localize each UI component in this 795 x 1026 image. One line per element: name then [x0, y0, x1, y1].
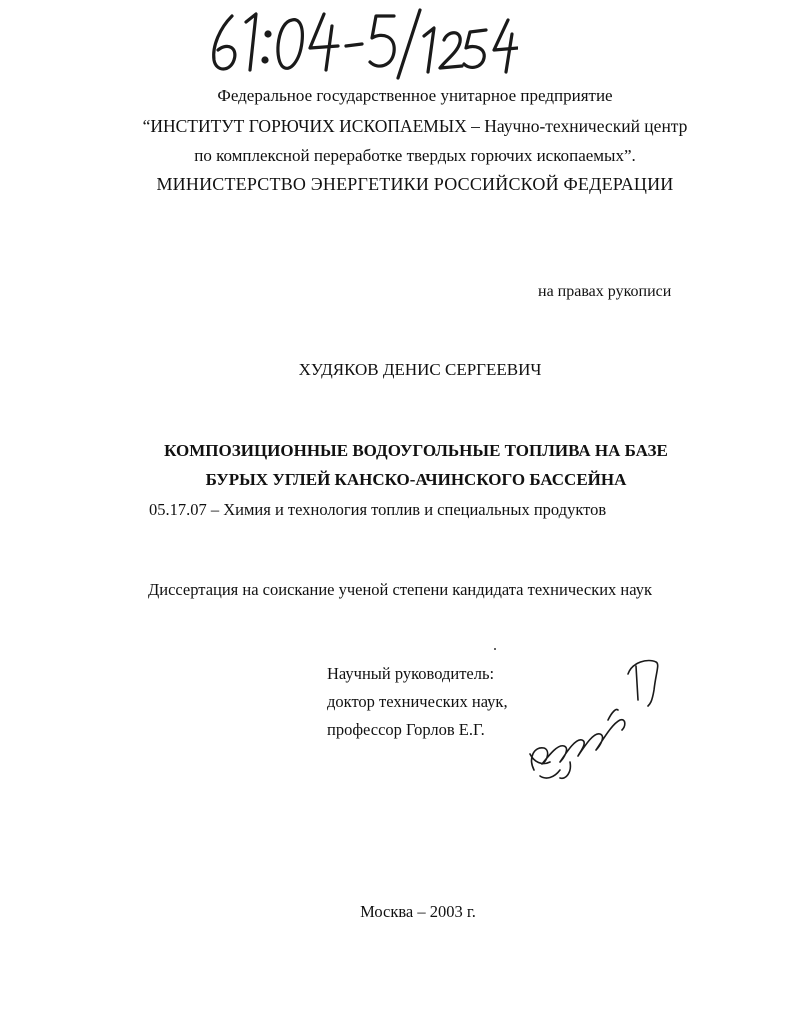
manuscript-note: на правах рукописи	[538, 283, 672, 300]
ministry-line: МИНИСТЕРСТВО ЭНЕРГЕТИКИ РОССИЙСКОЙ ФЕДЕРАЦИИ	[156, 174, 674, 194]
specialty-code: 05.17.07 – Химия и технология топлив и специальных продуктов	[149, 500, 607, 519]
organization-line-1: Федеральное государственное унитарное предприятие	[217, 86, 613, 105]
dissertation-note: Диссертация на соискание ученой степени кандидата технических наук	[148, 580, 652, 599]
organization-line-2: “ИНСТИТУТ ГОРЮЧИХ ИСКОПАЕМЫХ – Научно-технический центр	[142, 116, 688, 136]
supervisor-name: профессор Горлов Е.Г.	[327, 720, 485, 739]
supervisor-degree: доктор технических наук,	[327, 692, 508, 711]
dissertation-title-line-1: КОМПОЗИЦИОННЫЕ ВОДОУГОЛЬНЫЕ ТОПЛИВА НА БАЗЕ	[164, 441, 668, 460]
organization-line-3: по комплексной переработке твердых горючих ископаемых”.	[194, 146, 636, 165]
scan-speck	[494, 648, 496, 650]
handwritten-signature	[520, 650, 670, 785]
author-name: ХУДЯКОВ ДЕНИС СЕРГЕЕВИЧ	[298, 360, 542, 379]
place-and-year: Москва – 2003 г.	[360, 902, 476, 921]
handwritten-archive-number	[198, 6, 518, 80]
dissertation-title-line-2: БУРЫХ УГЛЕЙ КАНСКО-АЧИНСКОГО БАССЕЙНА	[205, 470, 627, 489]
supervisor-label: Научный руководитель:	[327, 664, 495, 683]
